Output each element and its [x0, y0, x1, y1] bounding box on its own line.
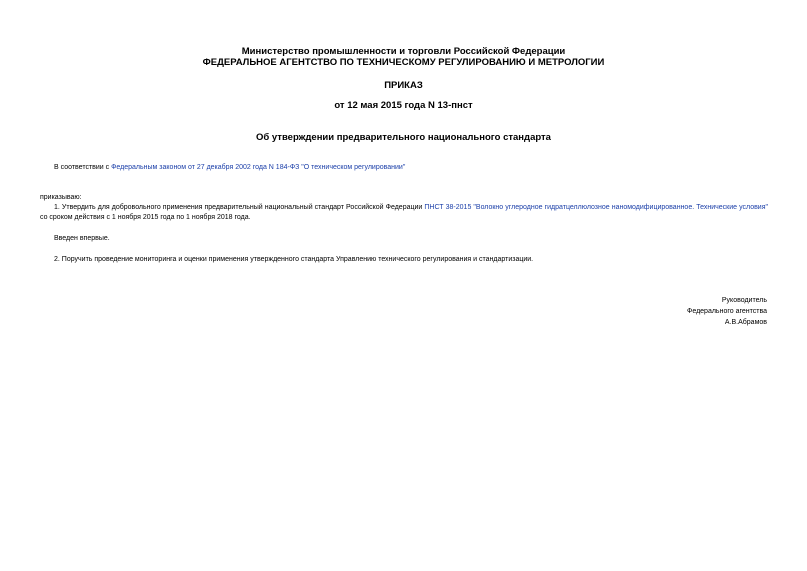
intro-prefix: В соответствии с — [54, 164, 112, 171]
item-1-suffix: со сроком действия с 1 ноября 2015 года по 1 ноября 2018 года. — [40, 214, 251, 221]
standard-link[interactable]: ПНСТ 38-2015 "Волокно углеродное гидратцеллюлозное наномодифицированное. Технические условия" — [424, 204, 768, 211]
order-word: приказываю: — [40, 194, 82, 201]
document-type: ПРИКАЗ — [384, 80, 423, 91]
document-date-number: от 12 мая 2015 года N 13-пнст — [334, 100, 473, 111]
item-2-paragraph: 2. Поручить проведение мониторинга и оценки применения утвержденного стандарта Управлению технического регулирования и стандартизации. — [54, 256, 534, 263]
signature-block — [687, 295, 767, 328]
agency-name: ФЕДЕРАЛЬНОЕ АГЕНТСТВО ПО ТЕХНИЧЕСКОМУ РЕГУЛИРОВАНИЮ И МЕТРОЛОГИИ — [202, 57, 605, 68]
federal-law-link[interactable]: Федеральным законом от 27 декабря 2002 года N 184-ФЗ "О техническом регулировании" — [111, 164, 406, 171]
ministry-name: Министерство промышленности и торговли Российской Федерации — [241, 46, 566, 57]
item-1-paragraph — [40, 203, 768, 223]
signature-title: Руководитель — [721, 297, 767, 304]
note-first-introduced: Введен впервые. — [54, 235, 110, 242]
signature-agency: Федерального агентства — [687, 308, 767, 315]
signature-name: А.В.Абрамов — [724, 319, 767, 326]
intro-paragraph — [54, 163, 774, 173]
document-subject: Об утверждении предварительного национального стандарта — [256, 132, 551, 143]
item-1-prefix: 1. Утвердить для добровольного применения предварительный национальный стандарт Российской Федерации — [54, 204, 425, 211]
